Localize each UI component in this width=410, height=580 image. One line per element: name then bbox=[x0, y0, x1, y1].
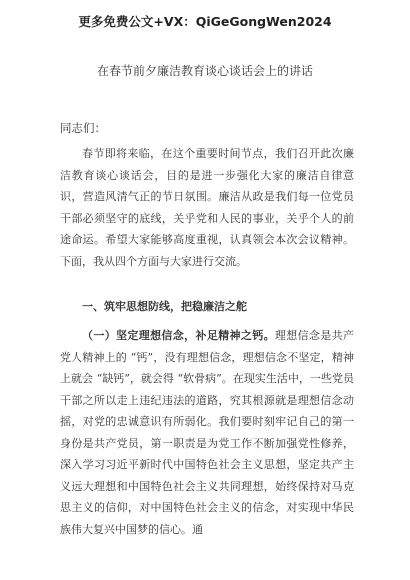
section-heading: 一、筑牢思想防线，把稳廉洁之舵 bbox=[82, 300, 247, 313]
watermark-text: 更多免费公文+VX：QiGeGongWen2024 bbox=[78, 14, 332, 29]
subsection-label: （一）坚定理想信念，补足精神之钙。 bbox=[82, 329, 275, 342]
salutation: 同志们： bbox=[60, 121, 106, 135]
subsection-text: 理想信念是共产党人精神上的 “钙”，没有理想信念，理想信念不坚定，精神上就会 “缺钙”，就会得 “软骨病”。在现实生活中，一些党员干部之所以走上违纪违法的道路，究其根源就是理想信念动摇，对党的忠诚意识有所弱化。我们要时刻牢记自己的第一身份是共产党员，第一职责是为党工作不断加强党性修养，深入学习习近平新时代中国特色社会主义思想，坚定共产主义远大理想和中国特色社会主义共同理想，始终保持对马克思主义的信仰，对中国特色社会主义的信念，对实现中华民族伟大复兴中国梦的信心。通 bbox=[60, 329, 355, 536]
subsection-paragraph bbox=[60, 325, 354, 540]
intro-paragraph: 春节即将来临，在这个重要时间节点，我们召开此次廉洁教育谈心谈话会，目的是进一步强化大家的廉洁自律意识，营造风清气正的节日氛围。廉洁从政是我们每一位党员干部必须坚守的底线，关乎党和人民的事业，关乎个人的前途命运。希望大家能够高度重视，认真领会本次会议精神。下面，我从四个方面与大家进行交流。 bbox=[60, 147, 354, 268]
document-title: 在春节前夕廉洁教育谈心谈话会上的讲话 bbox=[96, 64, 313, 78]
